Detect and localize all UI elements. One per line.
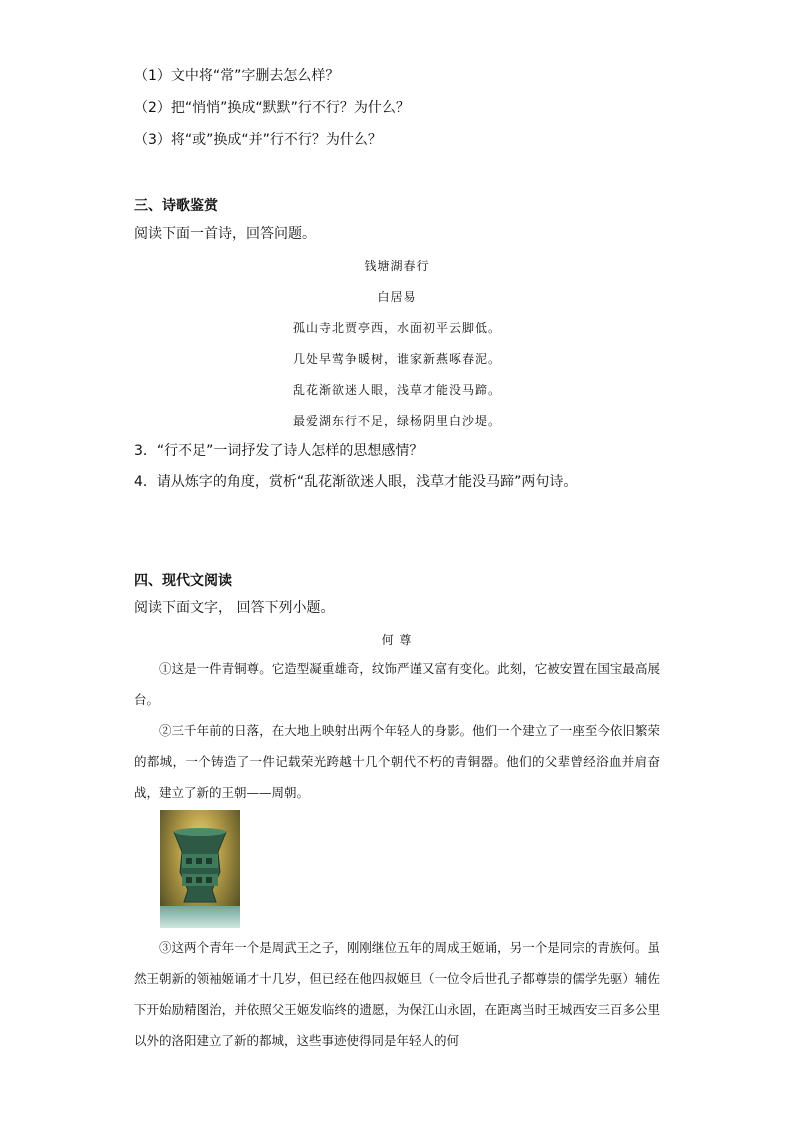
bronze-zun-photo bbox=[160, 810, 240, 928]
section-3-instruction: 阅读下面一首诗，回答问题。 bbox=[134, 226, 316, 242]
article-paragraph-1: ①这是一件青铜尊。它造型凝重雄奇，纹饰严谨又富有变化。此刻，它被安置在国宝最高展台。 bbox=[134, 661, 660, 707]
poem-question-4: 4．请从炼字的角度，赏析“乱花渐欲迷人眼，浅草才能没马蹄”两句诗。 bbox=[134, 474, 578, 490]
article-paragraph-2: ②三千年前的日落，在大地上映射出两个年轻人的身影。他们一个建立了一座至今依旧繁荣的都城，一个铸造了一件记载荣光跨越十几个朝代不朽的青铜器。他们的父辈曾经浴血并肩奋战，建立了新的王朝——周朝。 bbox=[134, 723, 660, 800]
section-4-heading: 四、现代文阅读 bbox=[134, 573, 232, 589]
question-2: （2）把“悄悄”换成“默默”行不行？为什么？ bbox=[134, 100, 410, 116]
poem-author: 白居易 bbox=[377, 290, 417, 304]
article-paragraph-3: ③这两个青年一个是周武王之子，刚刚继位五年的周成王姬诵，另一个是同宗的青族何。虽然王朝新的领袖姬诵才十几岁，但已经在他四叔姬旦（一位令后世孔子都尊崇的儒学先驱）辅佐下开始励精图治，并依照父王姬发临终的遗愿，为保江山永固，在距离当时王城西安三百多公里以外的洛阳建立了新的都城，这些事迹使得同是年轻人的何 bbox=[134, 940, 660, 1048]
question-3: （3）将“或”换成“并”行不行？为什么？ bbox=[134, 132, 382, 148]
poem-line: 孤山寺北贾亭西，水面初平云脚低。 bbox=[292, 321, 501, 335]
question-1: （1）文中将“常”字删去怎么样？ bbox=[134, 68, 340, 84]
poem-question-3: 3．“行不足”一词抒发了诗人怎样的思想感情？ bbox=[134, 443, 424, 459]
article-title: 何 尊 bbox=[381, 633, 413, 647]
poem-line: 几处早莺争暖树，谁家新燕啄春泥。 bbox=[292, 352, 501, 366]
poem-title: 钱塘湖春行 bbox=[364, 259, 430, 273]
poem-line: 乱花渐欲迷人眼，浅草才能没马蹄。 bbox=[292, 383, 501, 397]
section-4-instruction: 阅读下面文字， 回答下列小题。 bbox=[134, 600, 335, 616]
section-3-heading: 三、诗歌鉴赏 bbox=[134, 198, 218, 214]
poem-line: 最爱湖东行不足，绿杨阴里白沙堤。 bbox=[292, 414, 501, 428]
